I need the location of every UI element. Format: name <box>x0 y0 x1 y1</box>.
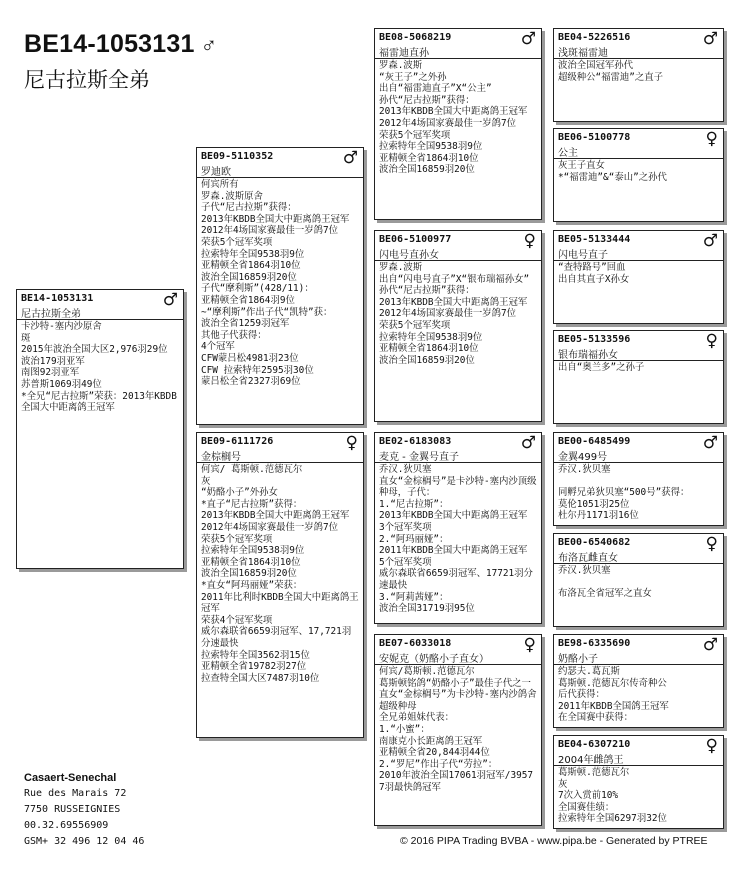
card-details: 何宾所有 罗森.波斯原舍 子代“尼古拉斯”获得： 2013年KBDB全国大中距离鸽王冠军 2012年4场国家赛最佳一岁鸽7位 荣获5个冠军奖项 拉索特年全国9538羽9位 亚精顿全省1864羽10位 波治全国16859羽20位 子代“摩利斯”(428/11)： 亚精顿全省1864羽9位 ~“摩利斯”作出子代“凯特”获： 波治全省1259羽冠军 其他子代获得： 4个冠军 CFW蒙吕松4981羽23位 CFW 拉索特年2595羽30位 蒙吕松全省2327羽69位 <box>201 179 350 388</box>
card-sire-sire <box>374 28 542 220</box>
male-symbol-icon: ♂ <box>702 29 718 49</box>
card-dd-sire <box>553 634 724 728</box>
male-symbol-icon: ♂ <box>200 32 218 57</box>
card-ring-number: BE02-6183083 <box>379 436 452 447</box>
female-symbol-icon: ♀ <box>345 433 358 453</box>
card-details: 出自“奥兰多”之孙子 <box>558 362 645 373</box>
card-ring-number: BE06-5100977 <box>379 234 452 245</box>
owner-address-block <box>24 770 144 850</box>
card-details: 乔汉.狄贝塞 同孵兄弟狄贝塞“500号”获得： 莫伦1051羽25位 杜尔丹1171羽16位 <box>558 464 690 522</box>
card-ring-number: BE98-6335690 <box>558 638 631 649</box>
card-ring-number: BE07-6033018 <box>379 638 452 649</box>
pedigree-title <box>24 30 217 59</box>
copyright-footer: © 2016 PIPA Trading BVBA - www.pipa.be - Generated by PTREE <box>400 835 708 847</box>
card-details: “查特路号”回血 出自其直子X孙女 <box>558 262 630 285</box>
card-details: 波治全国冠军孙代 超级种公“福雷迪”之直子 <box>558 60 664 83</box>
card-pigeon-name: 闪电号直孙女 <box>379 250 439 261</box>
card-divider <box>197 177 363 178</box>
card-ring-number: BE00-6540682 <box>558 537 631 548</box>
card-divider <box>375 260 541 261</box>
card-divider <box>554 563 723 564</box>
card-ss-dam <box>553 128 724 222</box>
owner-name: Casaert-Senechal <box>24 772 117 784</box>
card-sd-sire <box>553 230 724 324</box>
card-divider <box>554 158 723 159</box>
male-symbol-icon: ♂ <box>342 148 358 168</box>
owner-phone: 00.32.69556909 <box>24 820 109 831</box>
card-divider <box>554 360 723 361</box>
card-ring-number: BE05-5133596 <box>558 334 631 345</box>
card-dam-sire <box>374 432 542 624</box>
card-subject <box>16 289 184 569</box>
card-ring-number: BE00-6485499 <box>558 436 631 447</box>
card-pigeon-name: 闪电号直子 <box>558 250 608 261</box>
card-divider <box>554 664 723 665</box>
female-symbol-icon: ♀ <box>705 736 718 756</box>
card-ring-number: BE14-1053131 <box>21 293 94 304</box>
card-sire <box>196 147 364 425</box>
card-pigeon-name: 公主 <box>558 148 578 159</box>
card-divider <box>197 462 363 463</box>
female-symbol-icon: ♀ <box>523 635 536 655</box>
owner-city: 7750 RUSSEIGNIES <box>24 804 121 815</box>
card-details: 何宾/葛斯顿.范德瓦尔 葛斯顿铭鸽“奶酪小子”最佳子代之一 直女“金棕榈号”为卡沙特-塞内沙鸽舍超级种母 全兄弟姐妹代表： 1.“小蜜”： 南康克小长距离鸽王冠军 亚精顿全省20,844羽44位 2.“罗尼”作出子代“劳拉”： 2010年波治全国17061羽冠军/39577羽最快鸽冠军 <box>379 666 537 793</box>
card-details: 卡沙特-塞内沙原舍 斑 2015年波治全国大区2,976羽29位 波治179羽亚军 南图92羽亚军 苏普斯1069羽49位 *全兄“尼古拉斯”荣获：2013年KBDB全国大中距离鸽王冠军 <box>21 321 177 414</box>
card-ring-number: BE04-6307210 <box>558 739 631 750</box>
card-divider <box>375 462 541 463</box>
card-pigeon-name: 福雷迪直孙 <box>379 48 429 59</box>
card-details: 罗森.波斯 出自“闪电号直子”X“银布瑞福孙女” 孙代“尼古拉斯”获得： 2013年KBDB全国大中距离鸽王冠军 2012年4场国家赛最佳一岁鸽7位 荣获5个冠军奖项 拉索特年全国9538羽9位 亚精顿全省1864羽10位 波治全国16859羽20位 <box>379 262 530 366</box>
card-ring-number: BE09-6111726 <box>201 436 274 447</box>
card-pigeon-name: 银布瑞福孙女 <box>558 350 618 361</box>
male-symbol-icon: ♂ <box>162 290 178 310</box>
male-symbol-icon: ♂ <box>702 635 718 655</box>
card-divider <box>375 58 541 59</box>
female-symbol-icon: ♀ <box>705 331 718 351</box>
card-divider <box>375 664 541 665</box>
card-details: 乔汉.狄贝塞 布洛瓦全省冠军之直女 <box>558 565 652 600</box>
card-details: 葛斯顿.范德瓦尔 灰 7次入赏前10% 全国赛佳绩： 拉索特年全国6297羽32位 <box>558 767 667 825</box>
card-ds-sire <box>553 432 724 526</box>
card-pigeon-name: 罗迪欧 <box>201 167 231 178</box>
card-pigeon-name: 2004年雌鸽王 <box>558 755 624 766</box>
card-dam <box>196 432 364 738</box>
card-dd-dam <box>553 735 724 829</box>
card-pigeon-name: 奶酪小子 <box>558 654 598 665</box>
male-symbol-icon: ♂ <box>520 433 536 453</box>
card-divider <box>554 462 723 463</box>
female-symbol-icon: ♀ <box>705 129 718 149</box>
card-details: 约瑟夫.葛瓦斯 葛斯顿.范德瓦尔传奇种公 后代获得： 2011年KBDB全国鸽王冠军 在全国赛中获得： <box>558 666 669 724</box>
card-ss-sire <box>553 28 724 122</box>
male-symbol-icon: ♂ <box>702 231 718 251</box>
card-pigeon-name: 金翼499号 <box>558 452 608 463</box>
card-ring-number: BE04-5226516 <box>558 32 631 43</box>
female-symbol-icon: ♀ <box>705 534 718 554</box>
card-ds-dam <box>553 533 724 627</box>
owner-gsm: GSM+ 32 496 12 04 46 <box>24 836 145 847</box>
card-pigeon-name: 布洛瓦雌直女 <box>558 553 618 564</box>
card-sire-dam <box>374 230 542 422</box>
card-details: 罗森.波斯 “灰王子”之外孙 出自“福雷迪直子”X“公主” 孙代“尼古拉斯”获得： 2013年KBDB全国大中距离鸽王冠军 2012年4场国家赛最佳一岁鸽7位 荣获5个冠军奖项 拉索特年全国9538羽9位 亚精顿全省1864羽10位 波治全国16859羽20位 <box>379 60 528 176</box>
card-pigeon-name: 金棕榈号 <box>201 452 241 463</box>
male-symbol-icon: ♂ <box>702 433 718 453</box>
card-ring-number: BE05-5133444 <box>558 234 631 245</box>
card-details: 灰王子直女 *“福雷迪”&“泰山”之孙代 <box>558 160 667 183</box>
male-symbol-icon: ♂ <box>520 29 536 49</box>
card-divider <box>554 58 723 59</box>
card-pigeon-name: 浅斑福雷迪 <box>558 48 608 59</box>
card-sd-dam <box>553 330 724 424</box>
card-pigeon-name: 尼古拉斯全弟 <box>21 309 81 320</box>
card-divider <box>554 765 723 766</box>
card-pigeon-name: 麦克 - 金翼号直子 <box>379 452 459 463</box>
subject-ring-number: BE14-1053131 <box>24 30 195 58</box>
card-divider <box>17 319 183 320</box>
card-pigeon-name: 安妮克（奶酪小子直女） <box>379 654 489 665</box>
card-dam-dam <box>374 634 542 826</box>
card-details: 乔汉.狄贝塞 直女“金棕榈号”是卡沙特-塞内沙顶级种母，子代： 1.“尼古拉斯”： 2013年KBDB全国大中距离鸽王冠军 3个冠军奖项 2.“阿玛丽娅”： 2011年KBDB全国大中距离鸽王冠军 5个冠军奖项 威尔森联省6659羽冠军、17721羽分速最快 3.“阿莉茜娅”： 波治全国31719羽95位 <box>379 464 537 615</box>
card-ring-number: BE09-5110352 <box>201 151 274 162</box>
card-ring-number: BE06-5100778 <box>558 132 631 143</box>
subject-name-heading: 尼古拉斯全弟 <box>24 68 150 92</box>
owner-street: Rue des Marais 72 <box>24 788 127 799</box>
card-ring-number: BE08-5068219 <box>379 32 452 43</box>
female-symbol-icon: ♀ <box>523 231 536 251</box>
card-divider <box>554 260 723 261</box>
card-details: 何宾/ 葛斯顿.范德瓦尔 灰 “奶酪小子”外孙女 *直子“尼古拉斯”获得： 2013年KBDB全国大中距离鸽王冠军 2012年4场国家赛最佳一岁鸽7位 荣获5个冠军奖项 拉索特年全国9538羽9位 亚精顿全省1864羽10位 波治全国16859羽20位 *直女“阿玛丽娅”荣获： 2011年比利时KBDB全国大中距离鸽王冠军 荣获4个冠军奖项 威尔森联省6659羽冠军、17,721羽分速最快 拉索特年全国3562羽15位 亚精顿全省19782羽27位 拉查特全国大区7487羽10位 <box>201 464 359 684</box>
